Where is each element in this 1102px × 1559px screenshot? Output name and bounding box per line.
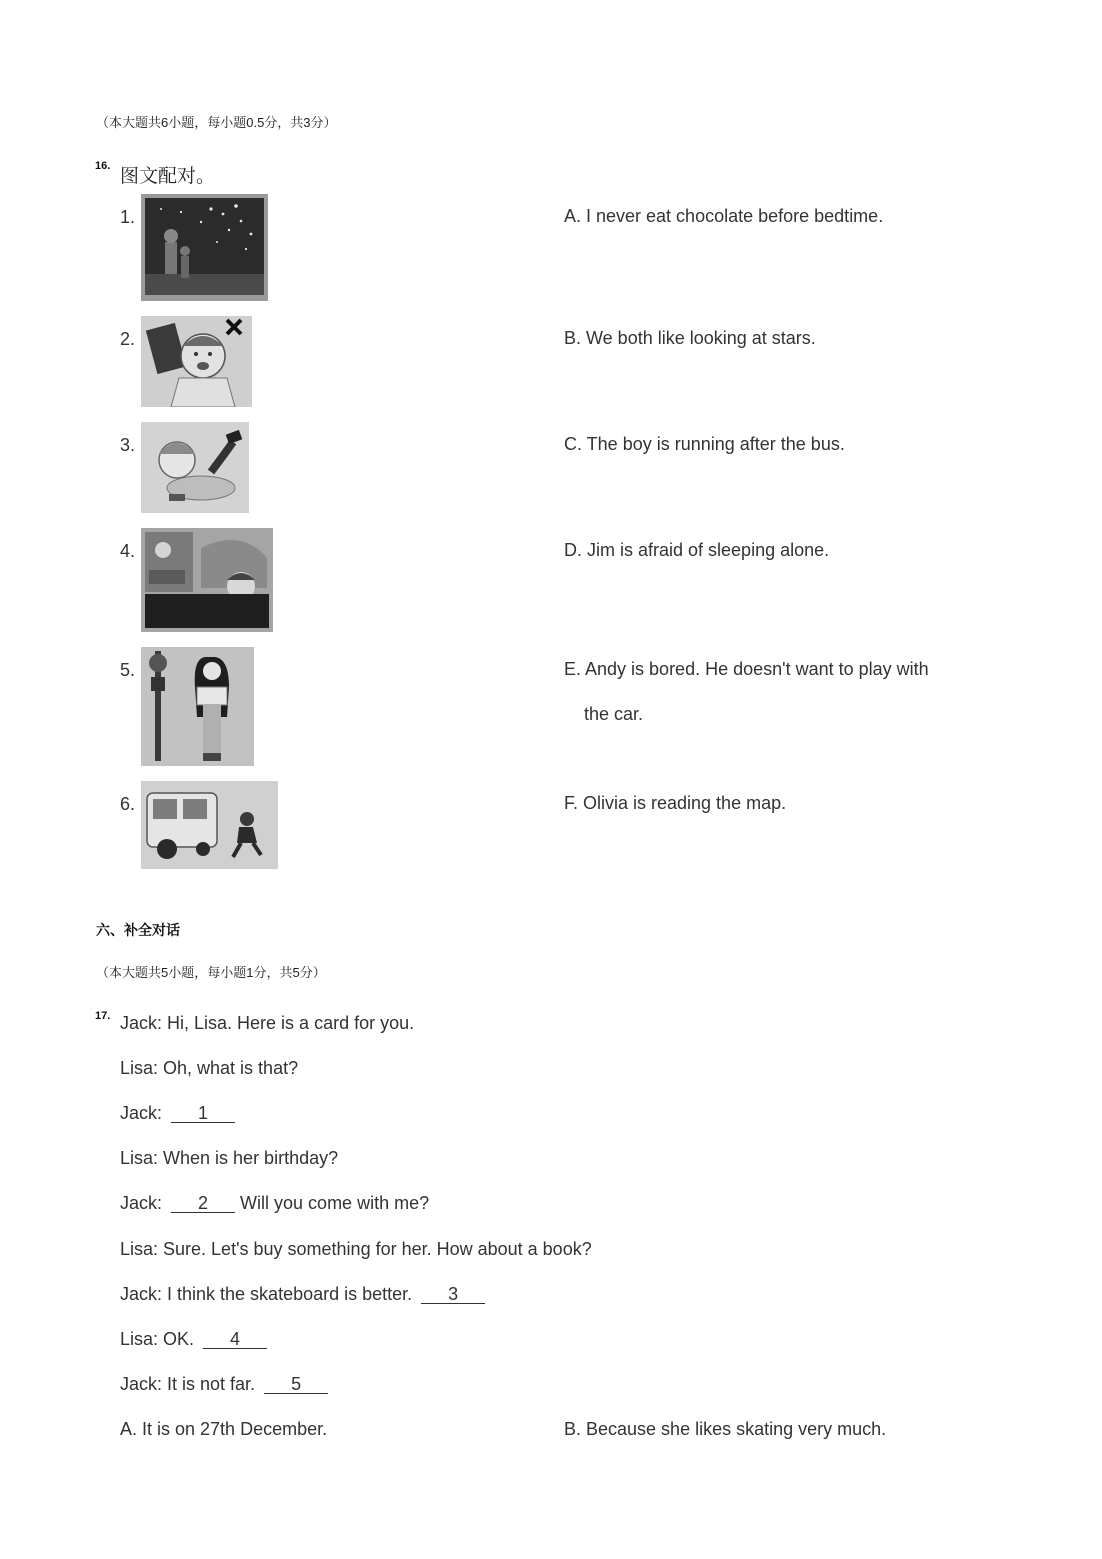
dialogue-line: Jack: I think the skateboard is better. 3 <box>120 1284 485 1305</box>
dialogue-line: Jack: 2 Will you come with me? <box>120 1193 430 1213</box>
item-number: 5. <box>120 660 136 680</box>
answer-blank[interactable]: 5 <box>264 1375 328 1394</box>
dialogue-line: Lisa: Oh, what is that? <box>120 1058 299 1078</box>
option-b: B. We both like looking at stars. <box>564 328 816 348</box>
girl-reading-map-picture <box>141 647 254 766</box>
answer-blank[interactable]: 2 <box>171 1194 235 1213</box>
bored-boy-with-toy-car-picture <box>141 422 249 513</box>
section-note: （本大题共5小题，每小题1分，共5分） <box>96 965 326 980</box>
boy-refusing-chocolate-picture <box>141 316 252 407</box>
answer-blank[interactable]: 1 <box>171 1104 235 1123</box>
option-e: E. Andy is bored. He doesn't want to play with the car. <box>564 659 929 724</box>
question-number: 17. <box>95 1010 111 1022</box>
item-number: 6. <box>120 794 136 814</box>
option-a: A. I never eat chocolate before bedtime. <box>564 206 884 226</box>
choice-b: B. Because she likes skating very much. <box>564 1419 887 1439</box>
section-heading: 六、补全对话 <box>96 922 180 938</box>
item-number: 1. <box>120 207 136 227</box>
item-number: 4. <box>120 541 136 561</box>
item-number: 3. <box>120 435 136 455</box>
dialogue-line: Lisa: OK. 4 <box>120 1329 267 1350</box>
option-c: C. The boy is running after the bus. <box>564 434 845 454</box>
option-f: F. Olivia is reading the map. <box>564 793 787 813</box>
answer-blank[interactable]: 4 <box>203 1330 267 1349</box>
item-number: 2. <box>120 329 136 349</box>
dialogue-line: Jack: 1 <box>120 1103 235 1124</box>
question-number: 16. <box>95 160 111 172</box>
dialogue-line: Lisa: Sure. Let's buy something for her. How about a book? <box>120 1239 592 1259</box>
boy-running-after-bus-picture <box>141 781 278 869</box>
section-note: （本大题共6小题，每小题0.5分，共3分） <box>96 115 337 130</box>
night-stars-picture <box>141 194 268 301</box>
dialogue-line: Jack: Hi, Lisa. Here is a card for you. <box>120 1013 415 1033</box>
boy-hiding-in-bed-picture <box>141 528 273 632</box>
dialogue-line: Lisa: When is her birthday? <box>120 1148 339 1168</box>
answer-blank[interactable]: 3 <box>421 1285 485 1304</box>
question-title: 图文配对。 <box>120 166 216 187</box>
option-d: D. Jim is afraid of sleeping alone. <box>564 540 830 560</box>
dialogue-line: Jack: It is not far. 5 <box>120 1374 328 1395</box>
choice-a: A. It is on 27th December. <box>120 1419 328 1439</box>
